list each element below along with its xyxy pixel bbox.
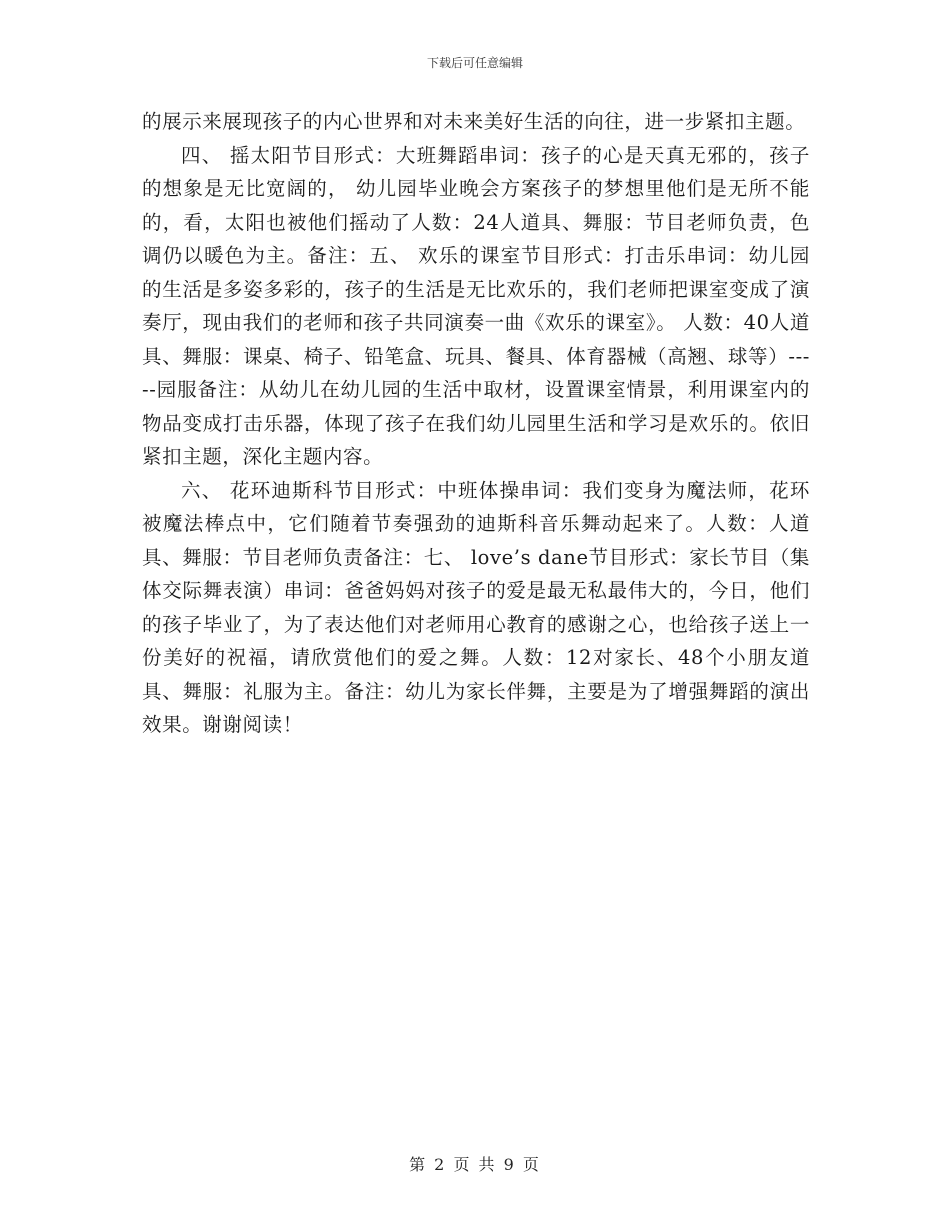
page-header-note: 下载后可任意编辑 xyxy=(426,56,523,70)
paragraph-program-six-seven: 六、 花环迪斯科节目形式：中班体操串词：我们变身为魔法师，花环被魔法棒点中，它们随着节奏强劲的迪斯科音乐舞动起来了。人数：人道具、舞服：节目老师负责备注：七、 love’s dane节目形式：家长节目（集体交际舞表演）串词：爸爸妈妈对孩子的爱是最无私最伟大的，今日，他们的孩子毕业了，为了表达他们对老师用心教育的感谢之心，也给孩子送上一份美好的祝福，请欣赏他们的爱之舞。人数：12对家长、48个小朋友道具、舞服：礼服为主。备注：幼儿为家长伴舞，主要是为了增强舞蹈的演出效果。谢谢阅读！ xyxy=(142,478,810,736)
document-body xyxy=(142,105,810,742)
page-number-footer: 第 2 页 共 9 页 xyxy=(409,1155,541,1174)
paragraph-continuation: 的展示来展现孩子的内心世界和对未来美好生活的向往，进一步紧扣主题。 xyxy=(142,110,806,133)
paragraph-program-four-five: 四、 摇太阳节目形式：大班舞蹈串词：孩子的心是天真无邪的，孩子的想象是无比宽阔的， 幼儿园毕业晚会方案孩子的梦想里他们是无所不能的，看，太阳也被他们摇动了人数：24人道具、舞服：节目老师负责，色调仍以暖色为主。备注：五、 欢乐的课室节目形式：打击乐串词：幼儿园的生活是多姿多彩的，孩子的生活是无比欢乐的，我们老师把课室变成了演奏厅，现由我们的老师和孩子共同演奏一曲《欢乐的课室》。 人数：40人道具、舞服：课桌、椅子、铅笔盒、玩具、餐具、体育器械（高翘、球等）-----园服备注：从幼儿在幼儿园的生活中取材，设置课室情景，利用课室内的物品变成打击乐器，体现了孩子在我们幼儿园里生活和学习是欢乐的。依旧紧扣主题，深化主题内容。 xyxy=(142,143,810,468)
